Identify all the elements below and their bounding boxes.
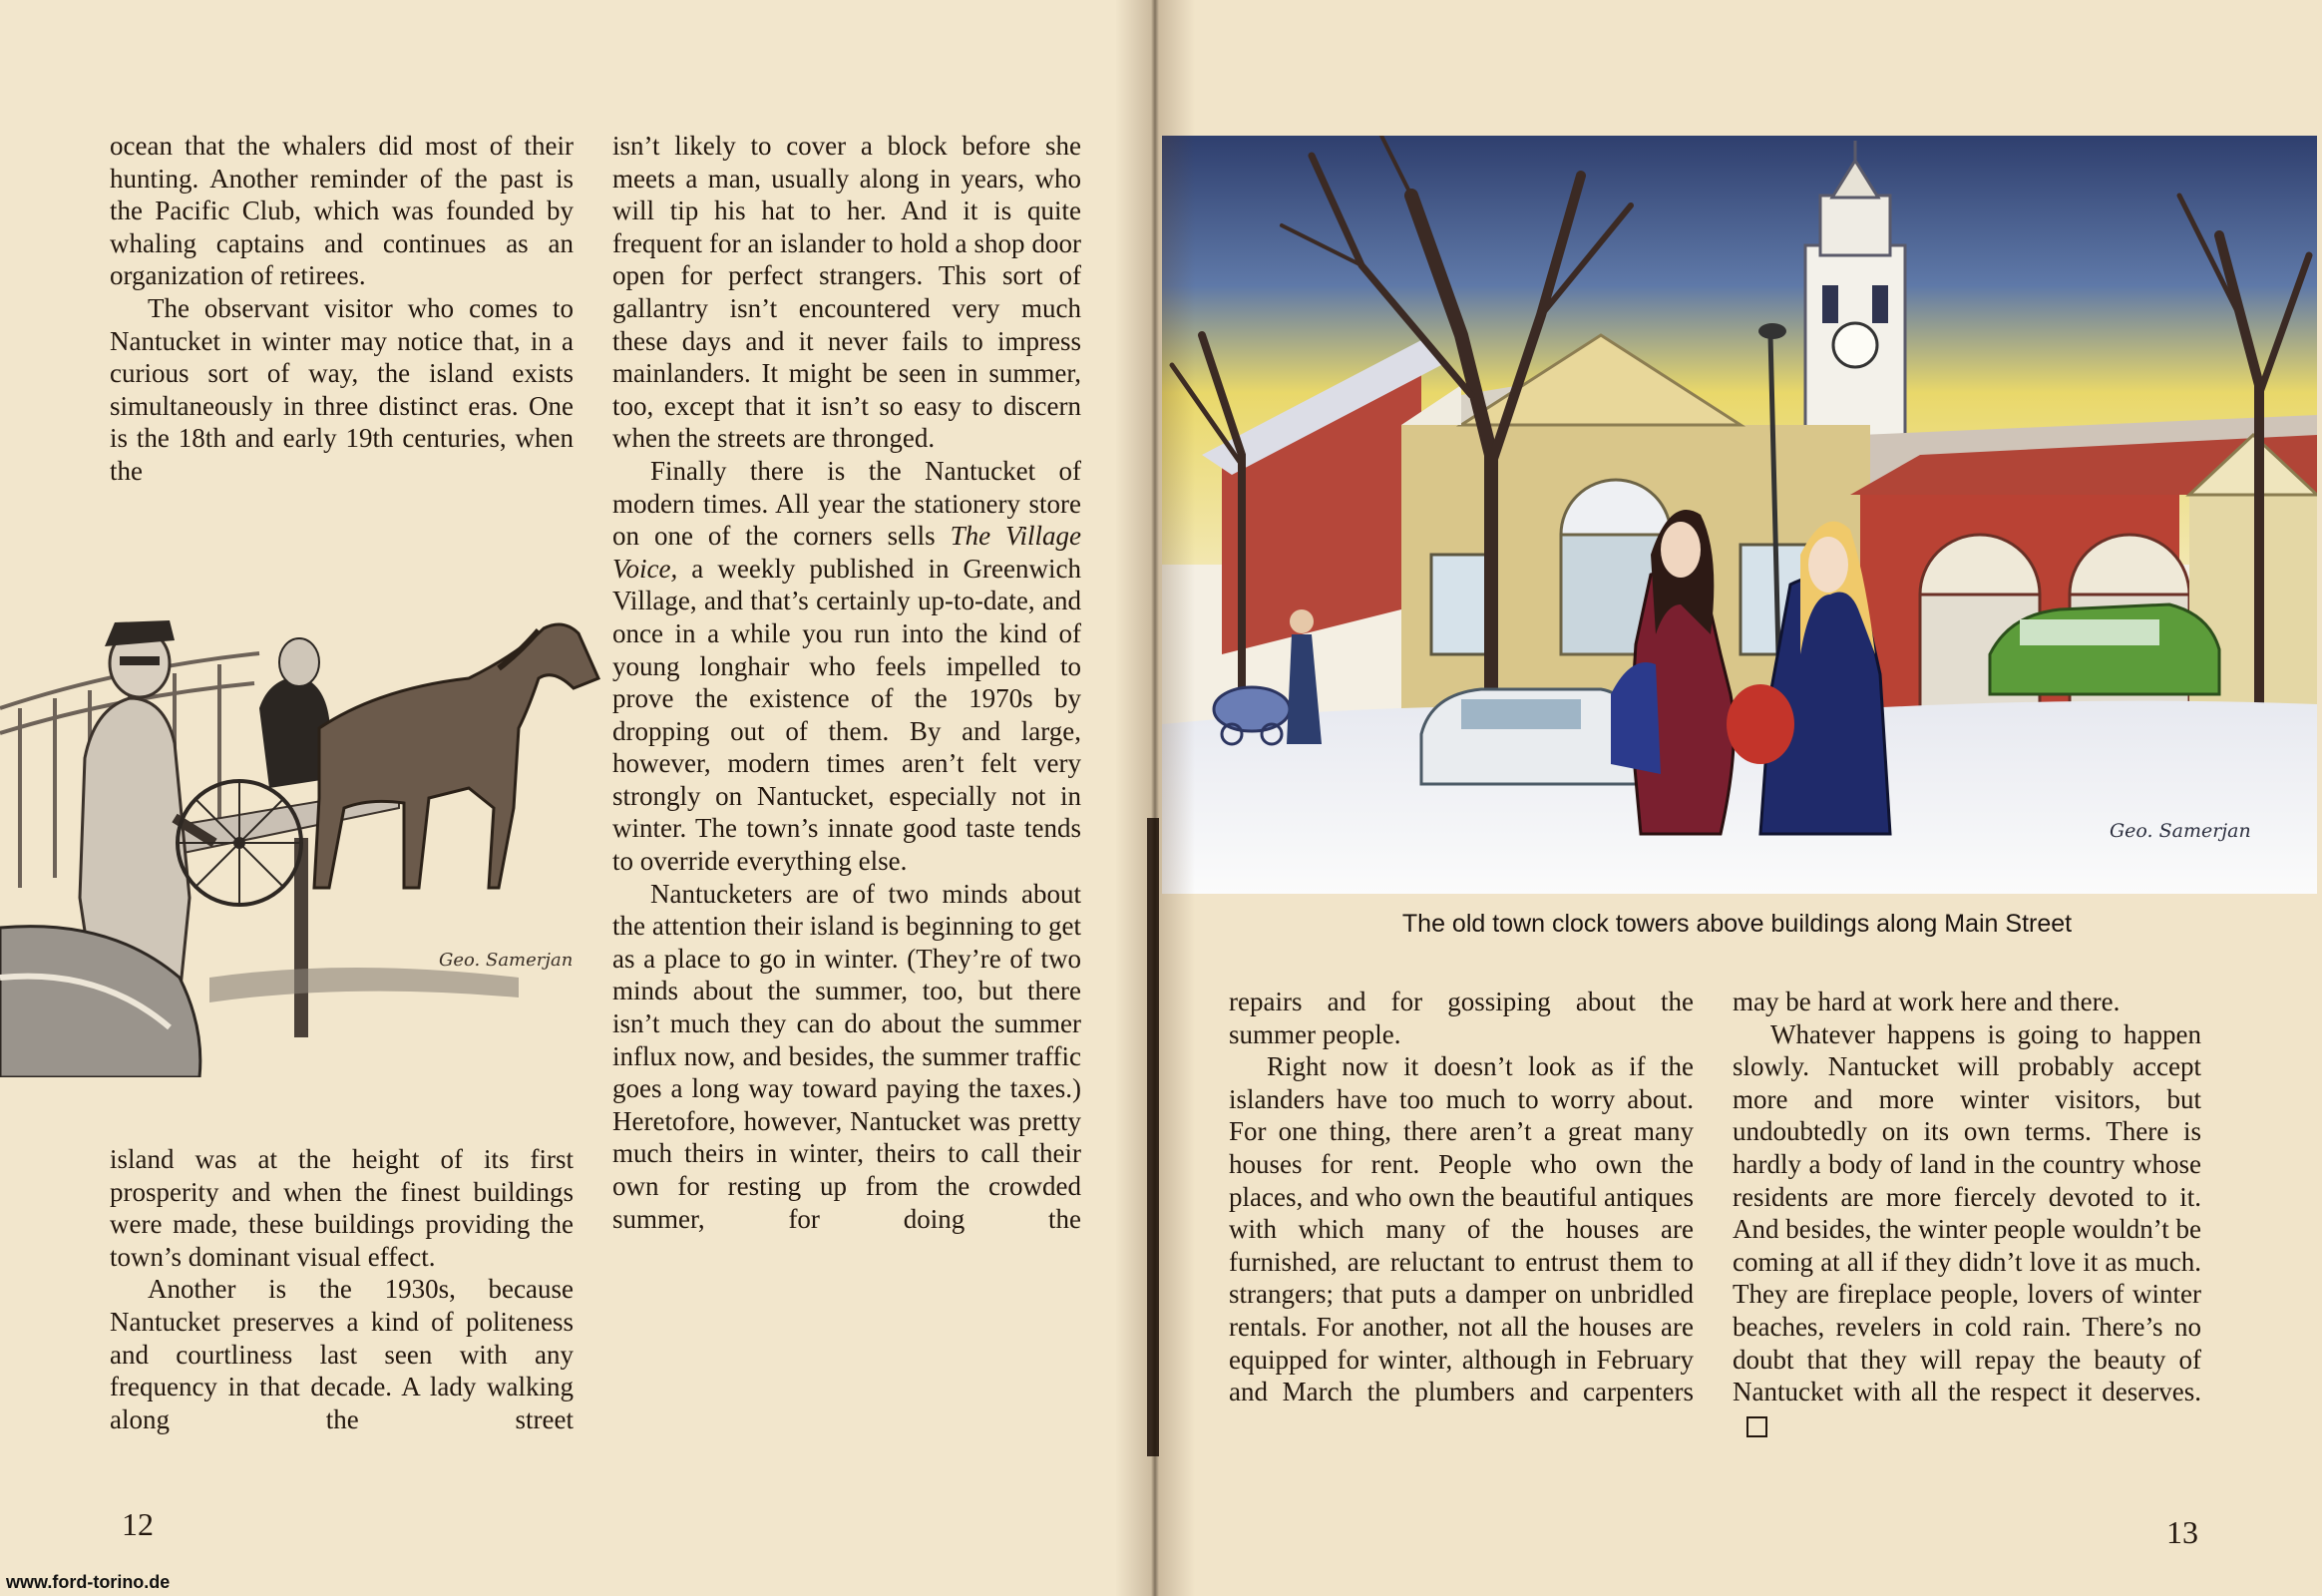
paragraph: Nantucketers are of two minds about the attention their island is beginning to get as a place to go in winter. (They’re of two minds about the summer, too, but there isn’t much they can do about the summer influx now, and besides, the summer traffic goes a long way toward paying the taxes.) Heretofore, however, Nantucket was pretty much theirs in winter, theirs to call their own for resting up from the crowded summer, for doing the [612, 878, 1081, 1234]
publication-title: The Village Voice, [612, 521, 1081, 584]
horse-buggy-illustration [0, 559, 608, 1077]
watermark: www.ford-torino.de [6, 1572, 171, 1592]
main-street-watercolor-illustration [1162, 136, 2317, 894]
page-number-right: 13 [2166, 1514, 2198, 1550]
illustration-signature: Geo. Samerjan [439, 950, 574, 971]
text-run: Finally there is the Nantucket of modern times. All year the stationery store on one of the corners sells [612, 455, 1081, 552]
paragraph: repairs and for gossiping about the summer people. [1229, 987, 1694, 1049]
paragraph: ocean that the whalers did most of their hunting. Another reminder of the past is the Pacific Club, which was founded by whaling captains and continues as an organization of retirees. [110, 131, 574, 291]
paragraph: Right now it doesn’t look as if the islanders have too much to worry about. For one thing, there aren’t a great many houses for rent. People who own the places, and who own the beautiful antiques with which many of the houses are furnished, are reluctant to entrust them to strangers; that puts a damper on unbridled rentals. For another, not all the houses are equipped for winter, although in February and March the plumbers and carpenters [1229, 1051, 1694, 1407]
right-column-1 [1229, 986, 1694, 1408]
right-page [1152, 0, 2322, 1596]
paragraph: island was at the height of its first prosperity and when the finest buildings were made, these buildings providing the town’s dominant visual effect. [110, 1144, 574, 1272]
figure-caption: The old town clock towers above buildings along Main Street [1401, 910, 2073, 938]
end-of-article-box-icon [1746, 1416, 1767, 1437]
left-column-2 [612, 130, 1081, 1235]
page-number-left: 12 [122, 1506, 154, 1542]
paragraph: isn’t likely to cover a block before she meets a man, usually along in years, who will tip his hat to her. And it is quite frequent for an islander to hold a shop door open for perfect strangers. This sort of gallantry isn’t encountered very much these days and it never fails to impress mainlanders. It might be seen in summer, too, except that it isn’t so easy to discern when the streets are thronged. [612, 131, 1081, 454]
paragraph: Another is the 1930s, because Nantucket preserves a kind of politeness and courtliness last seen with any frequency in that decade. A lady walking along the street [110, 1274, 574, 1434]
right-column-2 [1733, 986, 2201, 1440]
text-run: a weekly published in Greenwich Village, and that’s certainly up-to-date, and once in a while you run into the kind of young longhair who feels impelled to prove the existence of the 1970s by dropping out of them. By and large, however, modern times aren’t felt very strongly on Nantucket, especially not in winter. The town’s innate good taste tends to override everything else. [612, 553, 1081, 877]
left-column-1-bottom [110, 1143, 574, 1435]
paragraph [612, 455, 1081, 878]
book-gutter [1115, 0, 1195, 1596]
left-column-1-top [110, 130, 574, 488]
text-run: Whatever happens is going to happen slowly. Nantucket will probably accept more and more winter visitors, but undoubtedly on its own terms. There is hardly a body of land in the country whose residents are more fiercely devoted to it. And besides, the winter people wouldn’t be coming at all if they didn’t love it as much. They are fireplace people, lovers of winter beaches, revelers in cold rain. There’s no doubt that they will repay the beauty of Nantucket with all the respect it deserves. [1733, 1018, 2201, 1407]
illustration-signature: Geo. Samerjan [2110, 820, 2251, 842]
paragraph [1733, 1018, 2201, 1441]
left-page [0, 0, 1152, 1596]
paragraph: The observant visitor who comes to Nantucket in winter may notice that, in a curious sort of way, the island exists simultaneously in three distinct eras. One is the 18th and early 19th centuries, when the [110, 292, 574, 486]
paragraph: may be hard at work here and there. [1733, 987, 2121, 1016]
